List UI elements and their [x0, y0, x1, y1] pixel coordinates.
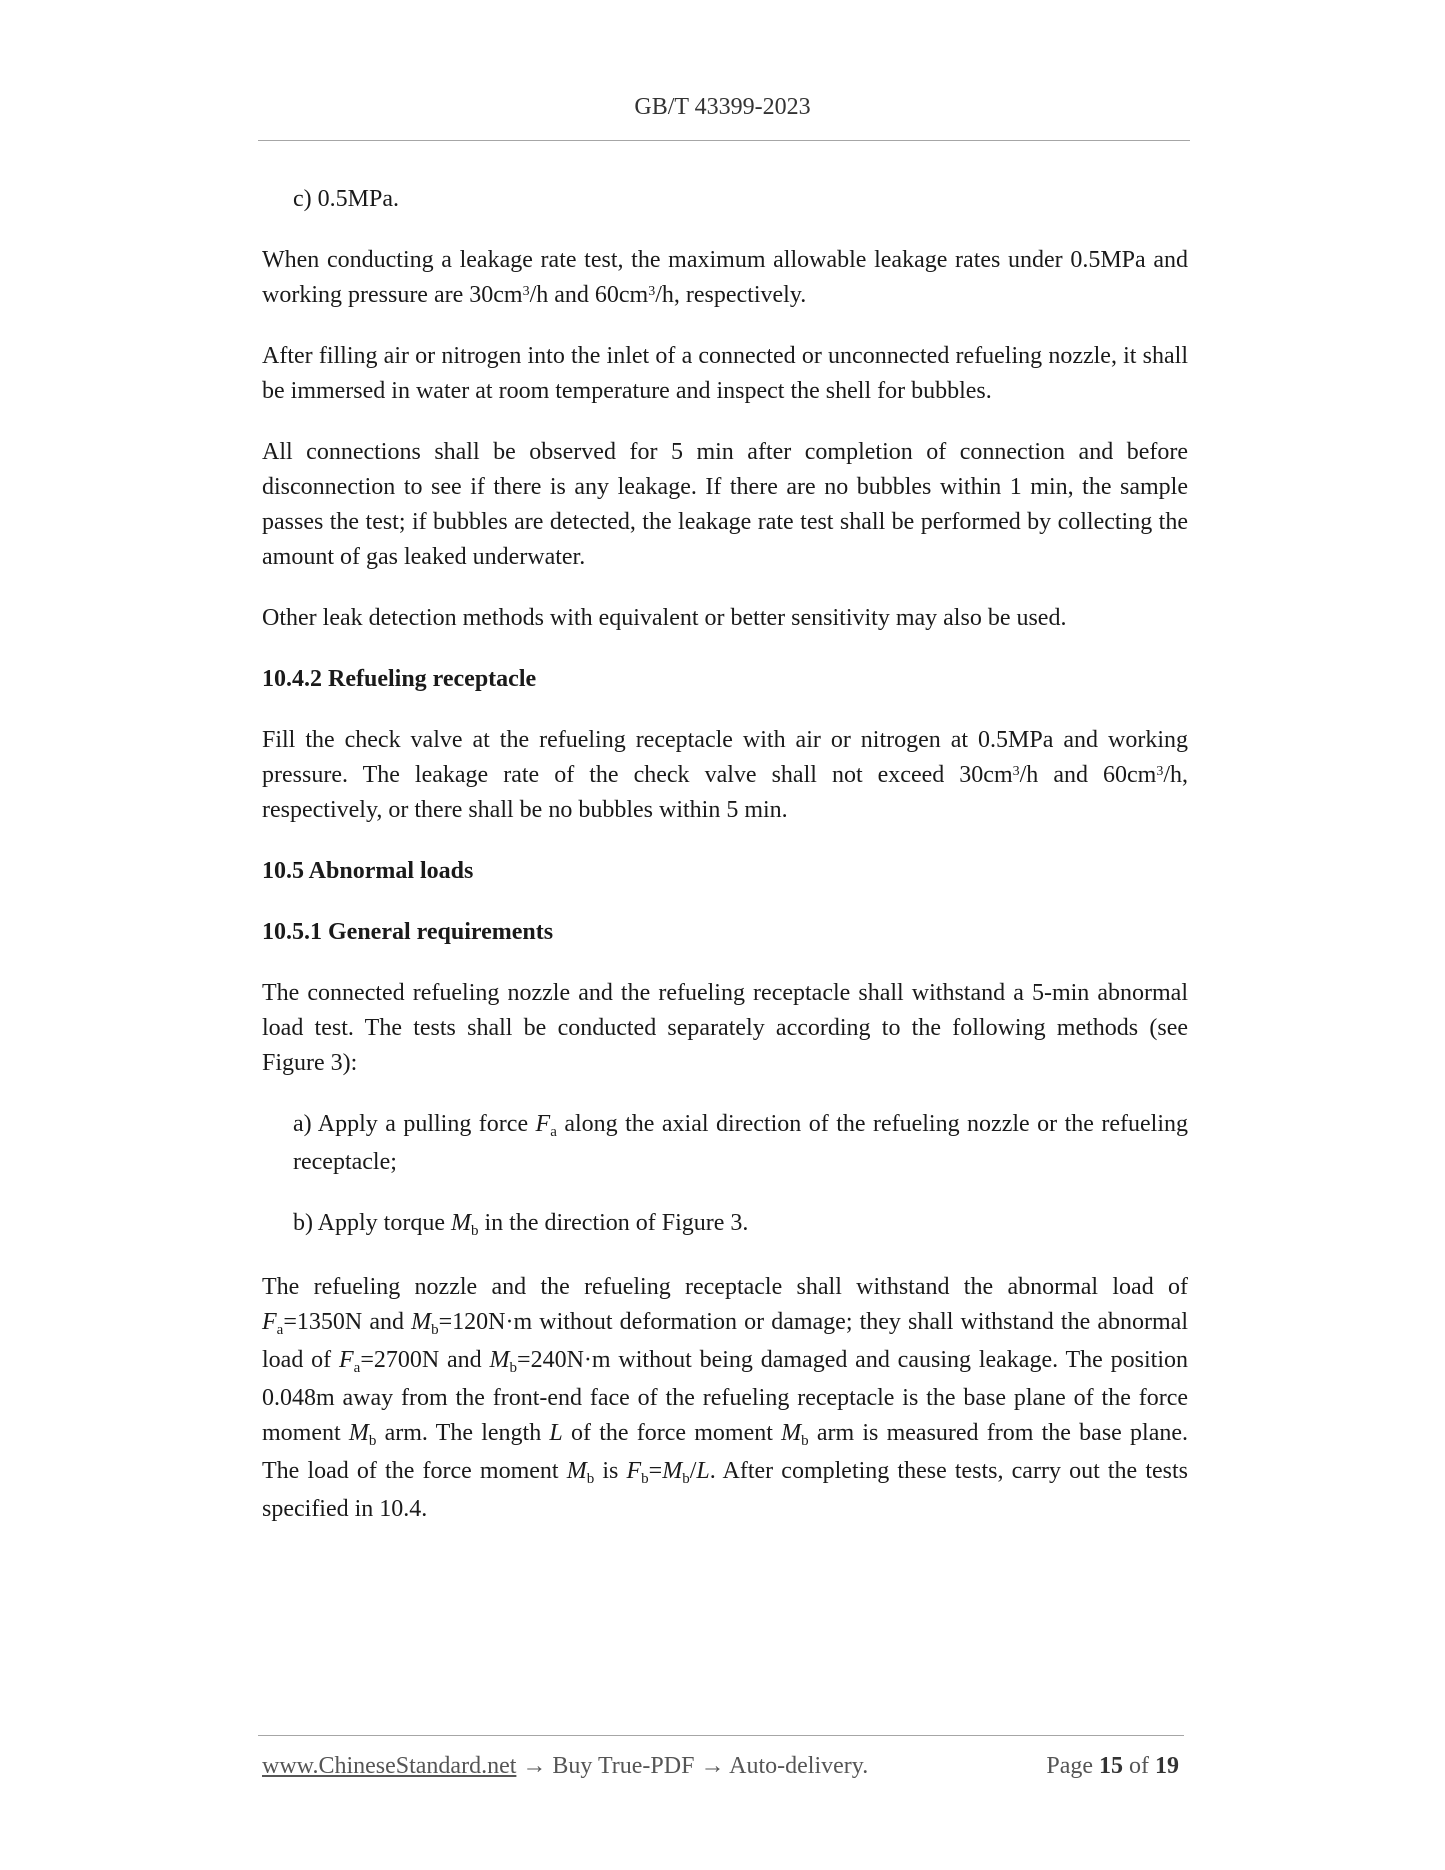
heading-10-4-2: 10.4.2 Refueling receptacle [262, 666, 537, 692]
current-page: 15 [1099, 1753, 1123, 1779]
paragraph-leakage-rate: When conducting a leakage rate test, the maximum allowable leakage rates under 0.5MPa and working pressure are $30cm^3/h$ and $60cm^3/h$, respectively. [262, 247, 1188, 308]
site-link[interactable]: www.ChineseStandard.net [262, 1753, 517, 1779]
paragraph-abnormal-load-test: The connected refueling nozzle and the refueling receptacle shall withstand a 5-min abnormal load test. The tests shall be conducted separately according to the following methods (see Figure 3): [262, 980, 1188, 1076]
auto-delivery-text: Auto-delivery. [729, 1753, 869, 1779]
heading-10-5: 10.5 Abnormal loads [262, 858, 474, 884]
arrow-icon: → [700, 1753, 725, 1779]
footer-links [262, 1753, 868, 1780]
document-body [262, 182, 1188, 1553]
buy-pdf-text: Buy True-PDF [552, 1753, 695, 1779]
paragraph-connections: All connections shall be observed for 5 min after completion of connection and before disconnection to see if there is any leakage. If there are no bubbles within 1 min, the sample passes the test; if bubbles are detected, the leakage rate test shall be performed by collecting the amount of gas leaked underwater. [262, 439, 1188, 570]
heading-10-5-1: 10.5.1 General requirements [262, 919, 554, 945]
paragraph-immersion: After filling air or nitrogen into the inlet of a connected or unconnected refueling nozzle, it shall be immersed in water at room temperature and inspect the shell for bubbles. [262, 343, 1188, 404]
header-divider [258, 140, 1190, 141]
arrow-icon: → [522, 1753, 547, 1779]
list-item-b: b) Apply torque $M_b$ in the direction of Figure 3. [293, 1210, 749, 1239]
paragraph-check-valve: Fill the check valve at the refueling receptacle with air or nitrogen at 0.5MPa and working pressure. The leakage rate of the check valve shall not exceed $30cm^3/h$ and $60cm^3/h$, respectively, or there shall be no bubbles within 5 min. [262, 727, 1189, 823]
page-header-title: GB/T 43399-2023 [634, 94, 811, 120]
list-item-c: c) 0.5MPa. [293, 186, 399, 212]
paragraph-other-methods: Other leak detection methods with equivalent or better sensitivity may also be used. [262, 605, 1067, 631]
total-pages: 19 [1155, 1753, 1179, 1779]
page-number: Page 15 of 19 [1046, 1753, 1179, 1779]
list-item-a: a) Apply a pulling force $F_a$ along the axial direction of the refueling nozzle or the refueling receptacle; [293, 1111, 1188, 1175]
footer-divider [258, 1735, 1184, 1736]
paragraph-load-values: The refueling nozzle and the refueling receptacle shall withstand the abnormal load of $F_a=1350N$ and $M_b=120N\cdot m$ without deformation or damage; they shall withstand the abnormal load of $F_a=2700N$ and $M_b=240N\cdot m$ without being damaged and causing leakage. The position 0.048m away from the front-end face of the refueling receptacle is the base plane of the force moment $M_b$ arm. The length L of the force moment $M_b$ arm is measured from the base plane. The load of the force moment $M_b$ is $F_b=M_b/L$. After completing these tests, carry out the tests specified in 10.4. [262, 1274, 1188, 1522]
